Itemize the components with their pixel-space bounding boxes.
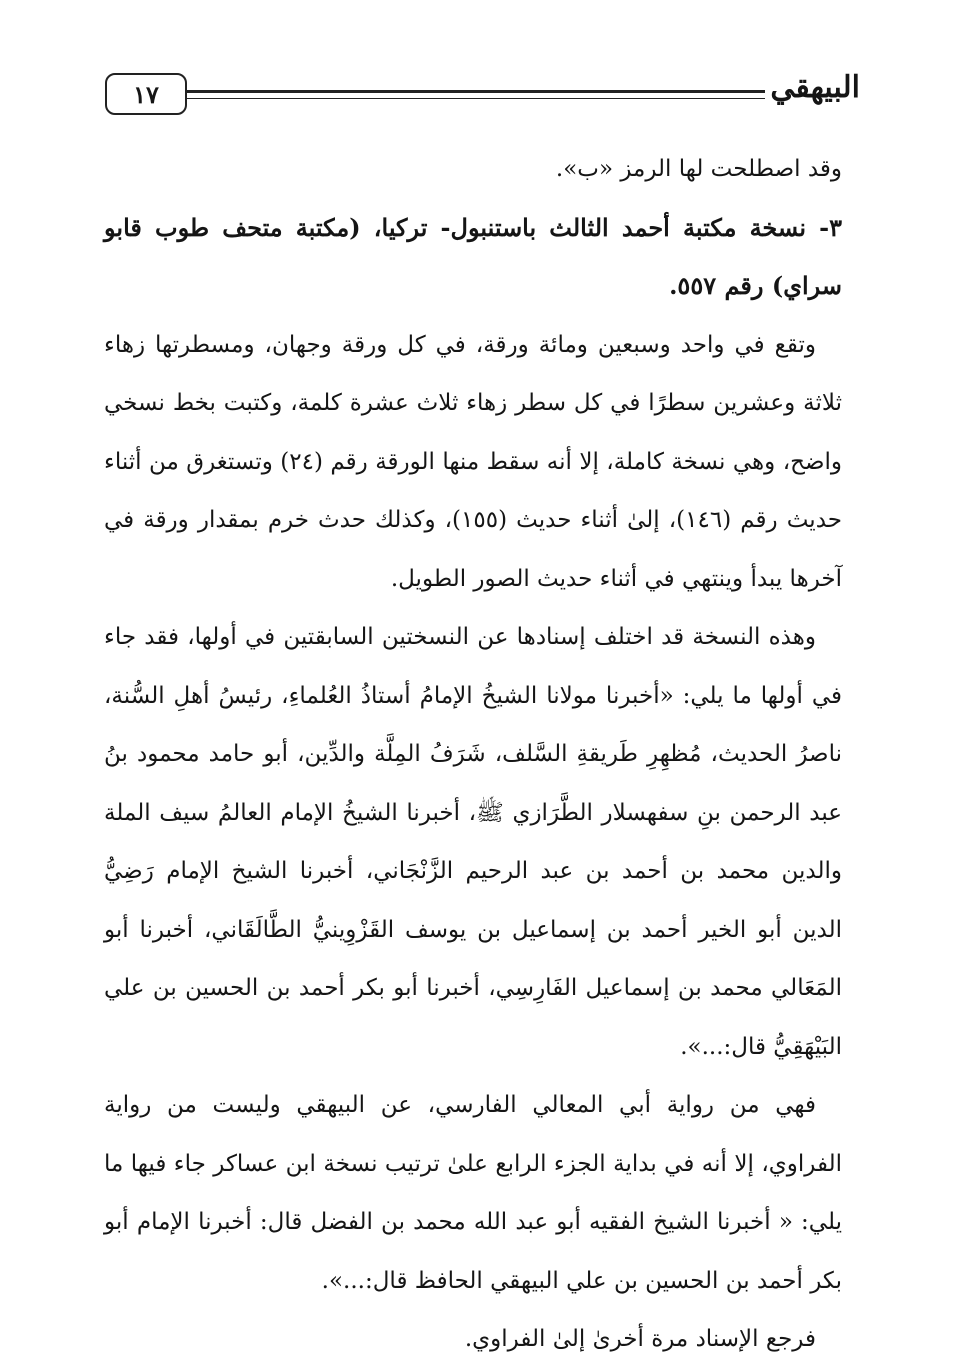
header-rule-thin xyxy=(185,98,765,99)
paragraph: فرجع الإسناد مرة أخرىٰ إلىٰ الفراوي. xyxy=(464,1326,816,1352)
page-body xyxy=(104,140,842,1369)
paragraph-intro: وقد اصطلحت لها الرمز «ب». xyxy=(555,156,842,182)
header-rule xyxy=(185,90,765,93)
paragraph: وتقع في واحد وسبعين ومائة ورقة، في كل ورقة وجهان، ومسطرتها زهاء ثلاثة وعشرين سطرًا في كل سطر زهاء ثلاث عشرة كلمة، وكتبت بخط نسخي واضح، وهي نسخة كاملة، إلا أنه سقط منها الورقة رقم (٢٤) وتستغرق من أثناء حديث رقم (١٤٦)، إلىٰ أثناء حديث (١٥٥)، وكذلك حدث خرم بمقدار ورقة في آخرها يبدأ وينتهي في أثناء حديث الصور الطويل. xyxy=(104,331,842,592)
running-title: البيهقي xyxy=(770,70,860,105)
paragraph: فهي من رواية أبي المعالي الفارسي، عن البيهقي وليست من رواية الفراوي، إلا أنه في بداية الجزء الرابع علىٰ ترتيب نسخة ابن عساكر جاء فيها ما يلي: « أخبرنا الشيخ الفقيه أبو عبد الله محمد بن الفضل قال: أخبرنا الإمام أبو بكر أحمد بن الحسين بن علي البيهقي الحافظ قال:...». xyxy=(104,1092,842,1294)
section-heading: ٣- نسخة مكتبة أحمد الثالث باستنبول- تركيا، (مكتبة متحف طوب قابو سراي) رقم ٥٥٧. xyxy=(104,212,842,300)
page-header xyxy=(105,68,860,126)
page-number: ١٧ xyxy=(105,73,187,115)
paragraph: وهذه النسخة قد اختلف إسنادها عن النسختين السابقتين في أولها، فقد جاء في أولها ما يلي: «أخبرنا مولانا الشيخُ الإمامُ أستاذُ العُلماءِ، رئيسُ أهلِ السُّنة، ناصرُ الحديث، مُظهِرِ طَريقةِ السَّلف، شَرَفُ المِلَّة والدِّين، أبو حامد محمود بنُ عبد الرحمن بنِ سفهسلار الطَّرَازي ﷺ، أخبرنا الشيخُ الإمام العالمُ سيف الملة والدين محمد بن أحمد بن عبد الرحيم الزَّنْجَاني، أخبرنا الشيخ الإمام رَضِيُّ الدين أبو الخير أحمد بن إسماعيل بن يوسف القَزْوِينيُّ الطَّالَقَاني، أخبرنا أبو المَعَالي محمد بن إسماعيل الفَارِسِي، أخبرنا أبو بكر أحمد بن الحسين بن علي البَيْهَقِيُّ قال:...». xyxy=(104,624,842,1060)
